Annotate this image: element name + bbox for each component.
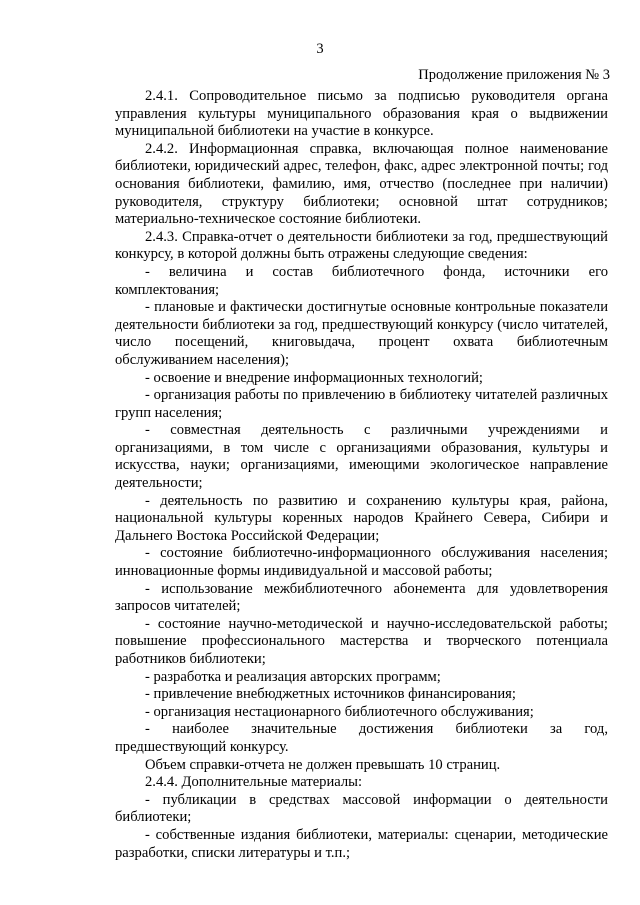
report-length-note: Объем справки-отчета не должен превышать 10 страниц. — [145, 756, 501, 773]
list-item: - использование межбиблиотечного абонемента для удовлетворения запросов читателей; — [115, 580, 608, 615]
paragraph-2-4-3: 2.4.3. Справка-отчет о деятельности библиотеки за год, предшествующий конкурсу, в которой должны быть отражены следующие сведения: — [115, 228, 608, 263]
list-item: - организация нестационарного библиотечного обслуживания; — [145, 703, 534, 720]
list-item: - состояние библиотечно-информационного обслуживания населения; инновационные формы индивидуальной и массовой работы; — [115, 545, 608, 580]
appendix-continuation-note: Продолжение приложения № 3 — [418, 67, 610, 83]
list-item: - состояние научно-методической и научно-исследовательской работы; повышение профессионального мастерства и творческого потенциала работников библиотеки; — [115, 615, 608, 667]
paragraph-2-4-4: 2.4.4. Дополнительные материалы: — [145, 774, 363, 791]
list-item: - наиболее значительные достижения библиотеки за год, предшествующий конкурсу. — [115, 721, 608, 755]
list-item: - привлечение внебюджетных источников финансирования; — [145, 686, 516, 703]
page-number: 3 — [316, 41, 324, 57]
list-item: - совместная деятельность с различными учреждениями и организациями, в том числе с организациями образования, культуры и искусства, науки; организациями, имеющими экологическое направление деятельности; — [115, 422, 608, 492]
list-item: - публикации в средствах массовой информации о деятельности библиотеки; — [115, 791, 608, 826]
list-item: - величина и состав библиотечного фонда, источники его комплектования; — [115, 263, 608, 298]
list-item: - организация работы по привлечению в библиотеку читателей различных групп населения; — [115, 387, 608, 421]
list-item: - плановые и фактически достигнутые основные контрольные показатели деятельности библиотеки за год, предшествующий конкурсу (число читателей, число посещений, книговыдача, процент охвата библиотечным обслуживанием населения); — [115, 299, 608, 368]
list-item: - разработка и реализация авторских программ; — [145, 668, 441, 685]
list-item: - собственные издания библиотеки, материалы: сценарии, методические разработки, списки литературы и т.п.; — [115, 826, 608, 861]
document-body — [115, 88, 608, 862]
list-item: - деятельность по развитию и сохранению культуры края, района, национальной культуры коренных народов Крайнего Севера, Сибири и Дальнего Востока Российской Федерации; — [115, 492, 608, 544]
list-item: - освоение и внедрение информационных технологий; — [145, 369, 483, 386]
paragraph-2-4-1: 2.4.1. Сопроводительное письмо за подписью руководителя органа управления культуры муниципального образования края о выдвижении муниципальной библиотеки на участие в конкурсе. — [115, 88, 608, 140]
paragraph-2-4-2: 2.4.2. Информационная справка, включающая полное наименование библиотеки, юридический адрес, телефон, факс, адрес электронной почты; год основания библиотеки, фамилию, имя, отчество (последнее при наличии) руководителя, структуру библиотеки; основной штат сотрудников; материально-техническое состояние библиотеки. — [115, 140, 608, 228]
